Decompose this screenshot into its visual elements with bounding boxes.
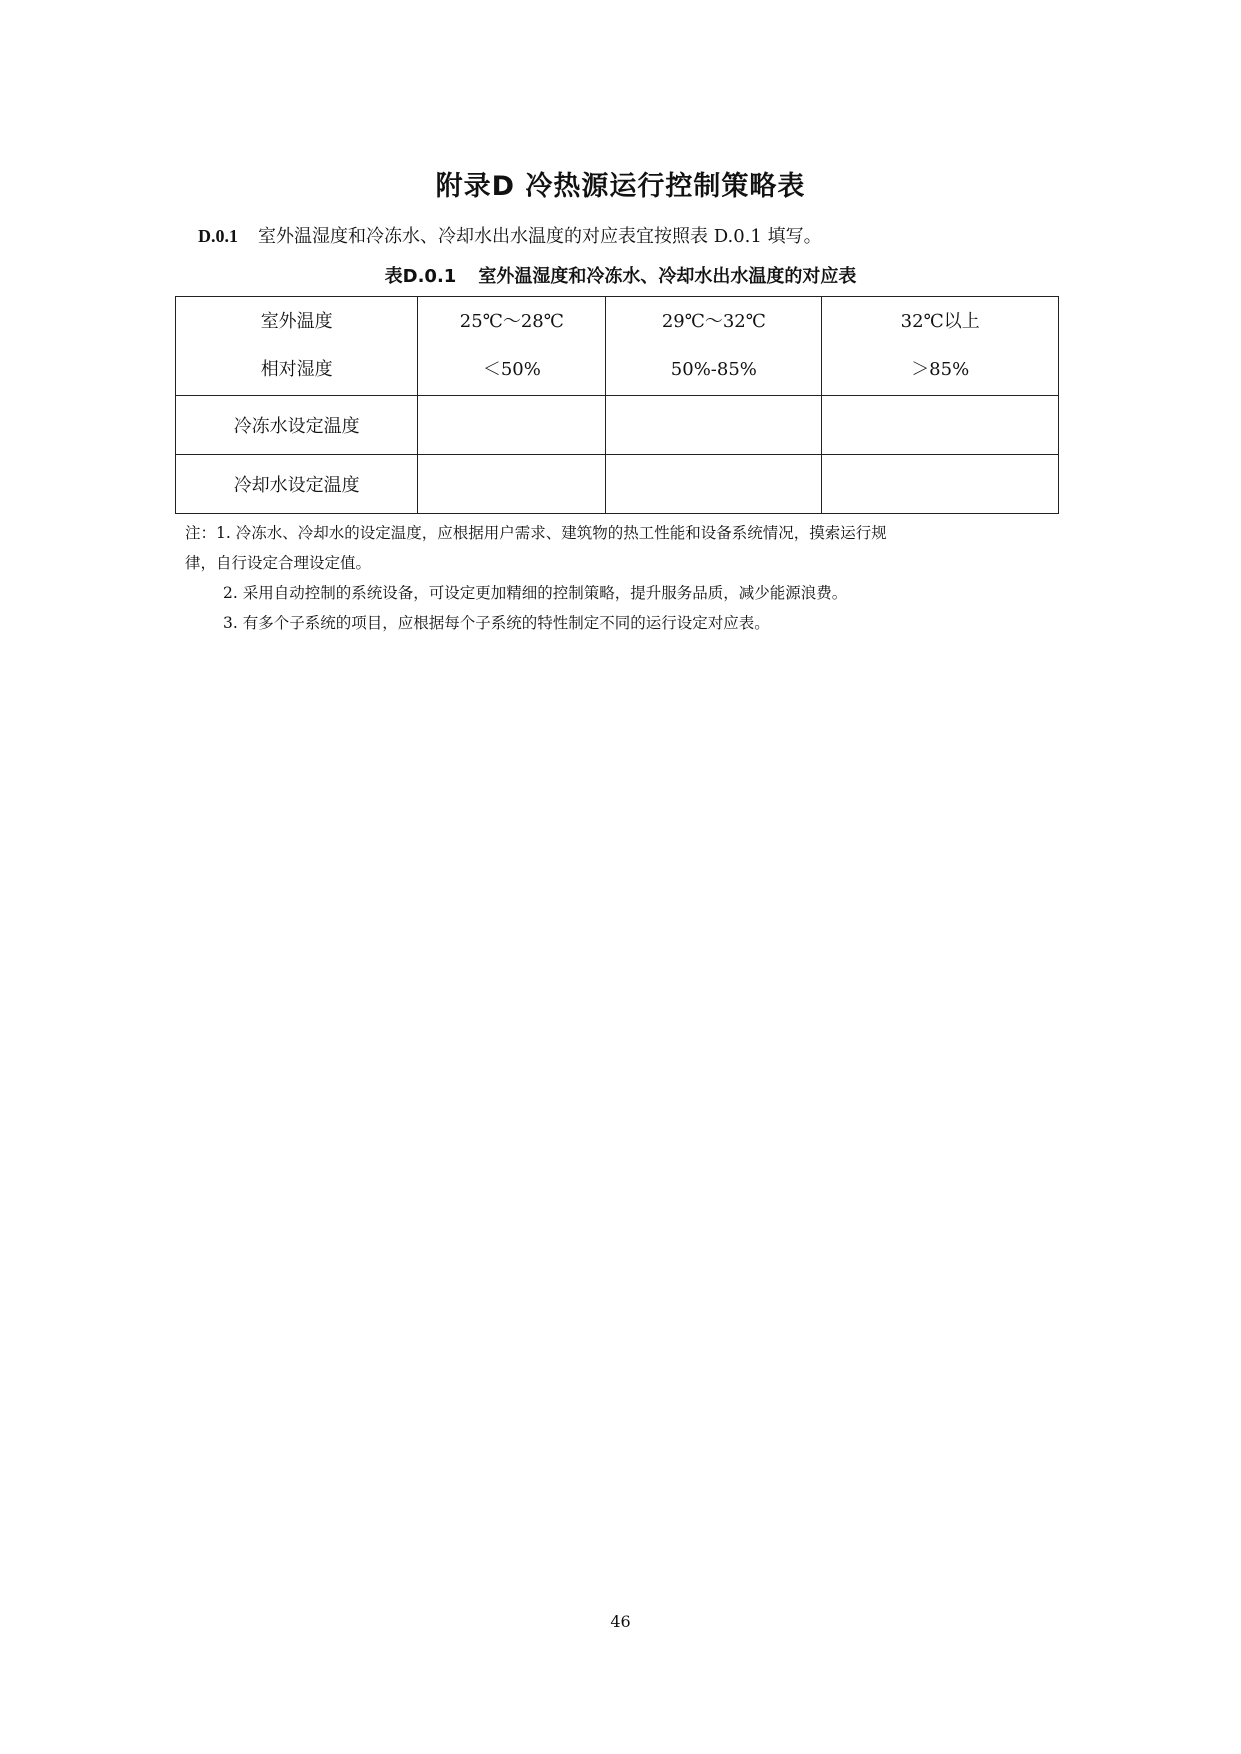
- clause-text: 室外温湿度和冷冻水、冷却水出水温度的对应表宜按照表 D.0.1 填写。: [258, 226, 822, 247]
- table-cell-empty: [418, 455, 606, 514]
- humidity-range-2: 50%-85%: [670, 359, 757, 380]
- table-cell-empty: [606, 455, 822, 514]
- table-cell-empty: [418, 396, 606, 455]
- header-cell-2: [606, 297, 822, 396]
- table-row: [176, 396, 1059, 455]
- note-1-line-1: 注：1. 冷冻水、冷却水的设定温度，应根据用户需求、建筑物的热工性能和设备系统情况，摸索运行规: [185, 524, 887, 542]
- humidity-range-1: ＜50%: [482, 359, 541, 380]
- note-3: 3. 有多个子系统的项目，应根据每个子系统的特性制定不同的运行设定对应表。: [223, 614, 770, 632]
- chilled-water-label: 冷冻水设定温度: [176, 396, 418, 455]
- relative-humidity-label: 相对湿度: [260, 359, 333, 380]
- table-caption: [0, 262, 1241, 288]
- temperature-range-3: 32℃以上: [900, 311, 980, 332]
- header-label-cell: [176, 297, 418, 396]
- table-cell-empty: [822, 455, 1059, 514]
- humidity-range-3: ＞85%: [911, 359, 970, 380]
- note-1-line-2: 律，自行设定合理设定值。: [185, 554, 372, 572]
- table-caption-number: 表D.0.1: [384, 266, 457, 287]
- header-cell-1: [418, 297, 606, 396]
- clause-d01: [198, 222, 822, 248]
- clause-number: D.0.1: [198, 226, 238, 246]
- header-cell-3: [822, 297, 1059, 396]
- page-number: 46: [610, 1612, 631, 1631]
- outdoor-temperature-label: 室外温度: [260, 311, 333, 332]
- temperature-table: [175, 296, 1059, 514]
- table-header-row: [176, 297, 1059, 396]
- temperature-range-2: 29℃～32℃: [661, 311, 766, 332]
- table-cell-empty: [606, 396, 822, 455]
- page-title: 附录D 冷热源运行控制策略表: [435, 171, 806, 202]
- table-notes: [185, 518, 1045, 638]
- table-cell-empty: [822, 396, 1059, 455]
- cooling-water-label: 冷却水设定温度: [176, 455, 418, 514]
- note-2: 2. 采用自动控制的系统设备，可设定更加精细的控制策略，提升服务品质，减少能源浪费。: [223, 584, 848, 602]
- table-caption-text: 室外温湿度和冷冻水、冷却水出水温度的对应表: [478, 266, 857, 287]
- temperature-range-1: 25℃～28℃: [459, 311, 564, 332]
- table-row: [176, 455, 1059, 514]
